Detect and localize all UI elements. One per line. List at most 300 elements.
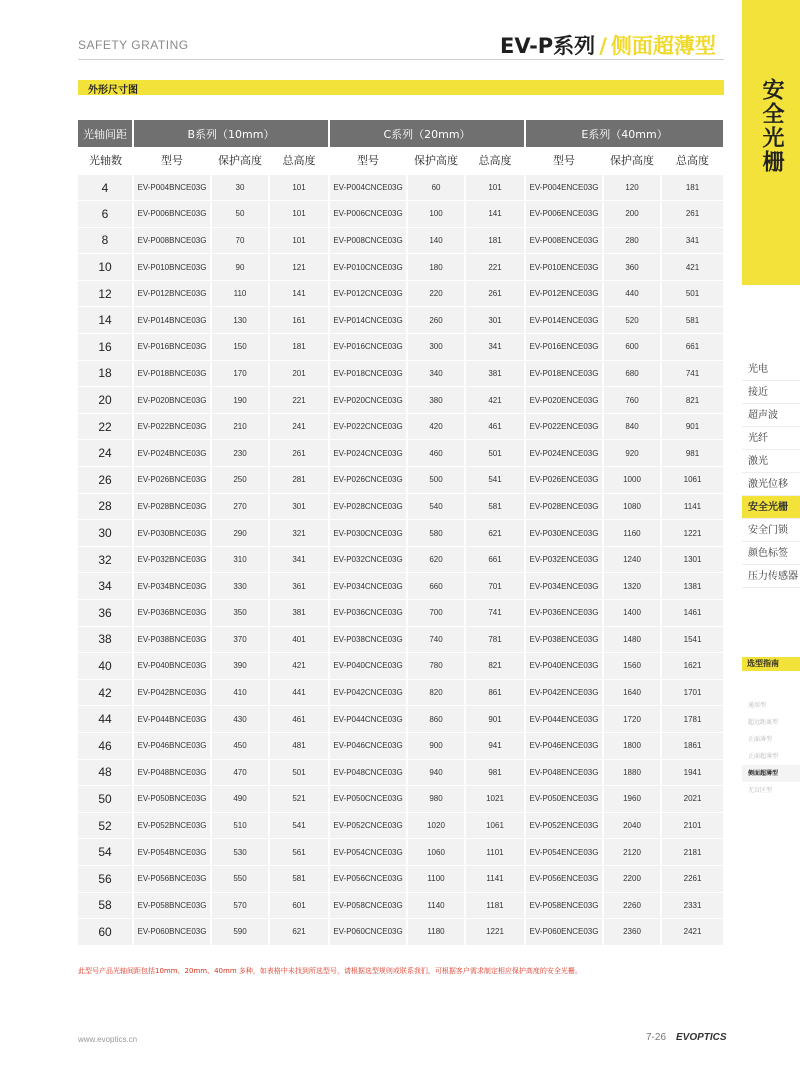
table-cell: 1221 (661, 520, 724, 547)
brand-label: SAFETY GRATING (78, 38, 189, 52)
side-menu-item[interactable]: 安全光栅 (742, 496, 800, 519)
table-cell: 261 (465, 280, 525, 307)
table-cell: 281 (269, 467, 329, 494)
table-cell: 2021 (661, 786, 724, 813)
table-cell: 221 (269, 387, 329, 414)
table-cell: 1240 (603, 546, 661, 573)
table-row (78, 839, 724, 866)
table-cell: 601 (269, 892, 329, 919)
table-row (78, 227, 724, 254)
table-cell: 120 (603, 174, 661, 201)
table-cell: 1800 (603, 732, 661, 759)
table-cell: 141 (269, 280, 329, 307)
table-cell: EV-P036ENCE03G (525, 600, 603, 627)
table-cell: 1160 (603, 520, 661, 547)
table-cell: EV-P016ENCE03G (525, 334, 603, 361)
category-tab[interactable] (742, 0, 800, 285)
table-cell: EV-P020CNCE03G (329, 387, 407, 414)
table-cell: EV-P008CNCE03G (329, 227, 407, 254)
table-row (78, 653, 724, 680)
table-column-header: 保护高度 (407, 147, 465, 174)
table-cell: 1060 (407, 839, 465, 866)
table-cell: 370 (211, 626, 269, 653)
brand-logo: EVOPTICS (676, 1032, 727, 1043)
table-cell: 350 (211, 600, 269, 627)
table-cell: EV-P014BNCE03G (133, 307, 211, 334)
table-cell: 701 (465, 573, 525, 600)
table-cell: 2261 (661, 865, 724, 892)
table-cell: EV-P024BNCE03G (133, 440, 211, 467)
table-cell: EV-P022BNCE03G (133, 413, 211, 440)
table-cell: 470 (211, 759, 269, 786)
dimension-table (78, 120, 725, 946)
page-number: 7-26 (646, 1032, 667, 1043)
category-tab-label: 安全光栅 (759, 78, 784, 174)
table-cell: 1020 (407, 812, 465, 839)
table-cell: EV-P054ENCE03G (525, 839, 603, 866)
table-cell: EV-P046ENCE03G (525, 732, 603, 759)
table-cell: EV-P046BNCE03G (133, 732, 211, 759)
table-cell: EV-P026ENCE03G (525, 467, 603, 494)
table-cell: 30 (211, 174, 269, 201)
table-cell: 600 (603, 334, 661, 361)
table-cell: 520 (603, 307, 661, 334)
table-cell: 981 (661, 440, 724, 467)
axis-count-cell: 22 (78, 413, 133, 440)
table-cell: 941 (465, 732, 525, 759)
axis-count-cell: 54 (78, 839, 133, 866)
table-cell: 700 (407, 600, 465, 627)
axis-count-cell: 24 (78, 440, 133, 467)
table-cell: EV-P024ENCE03G (525, 440, 603, 467)
table-cell: EV-P010CNCE03G (329, 254, 407, 281)
side-menu-item[interactable]: 光电 (742, 358, 800, 381)
side-menu-item[interactable]: 光纤 (742, 427, 800, 450)
table-cell: 621 (269, 919, 329, 946)
table-cell: 740 (407, 626, 465, 653)
table-cell: 620 (407, 546, 465, 573)
axis-count-cell: 4 (78, 174, 133, 201)
table-cell: EV-P048CNCE03G (329, 759, 407, 786)
table-cell: EV-P050BNCE03G (133, 786, 211, 813)
table-cell: EV-P044ENCE03G (525, 706, 603, 733)
table-cell: EV-P056CNCE03G (329, 865, 407, 892)
table-row (78, 174, 724, 201)
axis-count-cell: 46 (78, 732, 133, 759)
table-cell: 981 (465, 759, 525, 786)
table-cell: 1061 (661, 467, 724, 494)
table-cell: 220 (407, 280, 465, 307)
table-cell: EV-P048BNCE03G (133, 759, 211, 786)
table-cell: 2040 (603, 812, 661, 839)
table-cell: EV-P060CNCE03G (329, 919, 407, 946)
table-cell: 2181 (661, 839, 724, 866)
table-row (78, 307, 724, 334)
table-cell: EV-P030CNCE03G (329, 520, 407, 547)
guide-item[interactable]: 超远距离型 (748, 719, 779, 726)
axis-count-cell: 36 (78, 600, 133, 627)
table-cell: 221 (465, 254, 525, 281)
axis-count-cell: 40 (78, 653, 133, 680)
table-cell: 1141 (661, 493, 724, 520)
table-cell: 101 (269, 201, 329, 228)
table-cell: 241 (269, 413, 329, 440)
table-column-header: 保护高度 (603, 147, 661, 174)
table-cell: 200 (603, 201, 661, 228)
axis-count-cell: 18 (78, 360, 133, 387)
table-cell: EV-P058BNCE03G (133, 892, 211, 919)
table-row (78, 467, 724, 494)
table-row (78, 759, 724, 786)
side-menu-item[interactable]: 超声波 (742, 404, 800, 427)
table-cell: 300 (407, 334, 465, 361)
table-cell: 380 (407, 387, 465, 414)
table-column-header: 保护高度 (211, 147, 269, 174)
table-cell: 1621 (661, 653, 724, 680)
side-menu-item[interactable]: 激光 (742, 450, 800, 473)
table-cell: 581 (661, 307, 724, 334)
table-cell: 261 (269, 440, 329, 467)
table-cell: EV-P016CNCE03G (329, 334, 407, 361)
table-cell: EV-P004BNCE03G (133, 174, 211, 201)
table-cell: 250 (211, 467, 269, 494)
header-divider (78, 59, 724, 60)
table-cell: 500 (407, 467, 465, 494)
table-cell: EV-P012CNCE03G (329, 280, 407, 307)
table-cell: EV-P032ENCE03G (525, 546, 603, 573)
table-cell: 900 (407, 732, 465, 759)
table-cell: 661 (661, 334, 724, 361)
table-cell: EV-P056ENCE03G (525, 865, 603, 892)
side-menu-item[interactable]: 安全门锁 (742, 519, 800, 542)
footer-url[interactable]: www.evoptics.cn (78, 1035, 138, 1044)
axis-count-cell: 12 (78, 280, 133, 307)
footnote: 此型号产品光轴间距包括10mm、20mm、40mm 多种，如表格中未找到所选型号，请根据选型规则或联系我们，可根据客户需求制定相应保护高度的安全光栅。 (78, 967, 582, 975)
table-cell: 1000 (603, 467, 661, 494)
table-cell: EV-P006ENCE03G (525, 201, 603, 228)
table-cell: EV-P020BNCE03G (133, 387, 211, 414)
table-cell: EV-P058CNCE03G (329, 892, 407, 919)
table-cell: EV-P018CNCE03G (329, 360, 407, 387)
table-row (78, 254, 724, 281)
table-cell: 261 (661, 201, 724, 228)
axis-count-cell: 8 (78, 227, 133, 254)
table-cell: 901 (661, 413, 724, 440)
table-cell: 1221 (465, 919, 525, 946)
table-cell: EV-P028CNCE03G (329, 493, 407, 520)
table-row (78, 626, 724, 653)
table-cell: EV-P058ENCE03G (525, 892, 603, 919)
table-column-header: 型号 (329, 147, 407, 174)
guide-item[interactable]: 侧面超薄型 (742, 765, 800, 782)
table-cell: 1701 (661, 679, 724, 706)
table-cell: 1180 (407, 919, 465, 946)
table-cell: 1720 (603, 706, 661, 733)
table-row (78, 413, 724, 440)
table-cell: EV-P004ENCE03G (525, 174, 603, 201)
table-cell: 101 (465, 174, 525, 201)
table-cell: 421 (465, 387, 525, 414)
table-row (78, 360, 724, 387)
side-menu (742, 358, 800, 588)
table-cell: EV-P028BNCE03G (133, 493, 211, 520)
table-cell: 450 (211, 732, 269, 759)
table-cell: EV-P008BNCE03G (133, 227, 211, 254)
table-cell: EV-P042BNCE03G (133, 679, 211, 706)
table-row (78, 387, 724, 414)
table-cell: 180 (407, 254, 465, 281)
table-cell: EV-P030ENCE03G (525, 520, 603, 547)
table-group-header: C系列（20mm） (329, 120, 525, 147)
table-cell: 861 (465, 679, 525, 706)
table-cell: 461 (465, 413, 525, 440)
table-cell: EV-P038CNCE03G (329, 626, 407, 653)
section-bar (78, 80, 724, 95)
table-row (78, 493, 724, 520)
table-cell: 510 (211, 812, 269, 839)
table-cell: 1100 (407, 865, 465, 892)
table-group-header: E系列（40mm） (525, 120, 724, 147)
table-cell: EV-P026CNCE03G (329, 467, 407, 494)
table-cell: 741 (661, 360, 724, 387)
table-row (78, 600, 724, 627)
table-cell: 440 (603, 280, 661, 307)
table-cell: 101 (269, 174, 329, 201)
table-cell: 840 (603, 413, 661, 440)
table-cell: EV-P042ENCE03G (525, 679, 603, 706)
table-cell: 1461 (661, 600, 724, 627)
table-column-header: 型号 (133, 147, 211, 174)
table-cell: 2360 (603, 919, 661, 946)
table-column-header: 总高度 (465, 147, 525, 174)
table-cell: 660 (407, 573, 465, 600)
axis-count-cell: 58 (78, 892, 133, 919)
table-cell: 581 (465, 493, 525, 520)
table-cell: 1640 (603, 679, 661, 706)
table-cell: EV-P038ENCE03G (525, 626, 603, 653)
table-cell: EV-P048ENCE03G (525, 759, 603, 786)
table-cell: 1941 (661, 759, 724, 786)
table-body (78, 174, 724, 945)
table-cell: EV-P022CNCE03G (329, 413, 407, 440)
table-row (78, 679, 724, 706)
table-cell: 301 (269, 493, 329, 520)
table-cell: 421 (269, 653, 329, 680)
table-cell: 230 (211, 440, 269, 467)
table-cell: 2200 (603, 865, 661, 892)
axis-count-cell: 10 (78, 254, 133, 281)
table-cell: 661 (465, 546, 525, 573)
table-cell: EV-P052ENCE03G (525, 812, 603, 839)
table-cell: 541 (465, 467, 525, 494)
table-cell: 1560 (603, 653, 661, 680)
table-cell: 161 (269, 307, 329, 334)
table-cell: 210 (211, 413, 269, 440)
axis-count-cell: 32 (78, 546, 133, 573)
table-cell: EV-P008ENCE03G (525, 227, 603, 254)
table-cell: 901 (465, 706, 525, 733)
table-cell: EV-P050CNCE03G (329, 786, 407, 813)
axis-count-cell: 14 (78, 307, 133, 334)
table-row (78, 865, 724, 892)
table-cell: 461 (269, 706, 329, 733)
table-cell: 201 (269, 360, 329, 387)
table-cell: 100 (407, 201, 465, 228)
table-cell: 2421 (661, 919, 724, 946)
table-cell: EV-P054CNCE03G (329, 839, 407, 866)
table-cell: 1861 (661, 732, 724, 759)
table-group-header: 光轴间距 (78, 120, 133, 147)
table-cell: 181 (661, 174, 724, 201)
table-cell: EV-P042CNCE03G (329, 679, 407, 706)
table-cell: EV-P030BNCE03G (133, 520, 211, 547)
table-cell: EV-P026BNCE03G (133, 467, 211, 494)
side-menu-item[interactable]: 压力传感器 (742, 565, 800, 588)
table-cell: 920 (603, 440, 661, 467)
table-cell: 1080 (603, 493, 661, 520)
table-cell: 741 (465, 600, 525, 627)
table-cell: EV-P044BNCE03G (133, 706, 211, 733)
table-cell: 170 (211, 360, 269, 387)
guide-item[interactable]: 无盲区型 (748, 787, 773, 794)
table-cell: 401 (269, 626, 329, 653)
table-row (78, 919, 724, 946)
table-cell: 1880 (603, 759, 661, 786)
axis-count-cell: 34 (78, 573, 133, 600)
table-row (78, 573, 724, 600)
table-cell: EV-P038BNCE03G (133, 626, 211, 653)
table-cell: 270 (211, 493, 269, 520)
table-cell: 361 (269, 573, 329, 600)
table-column-header: 总高度 (269, 147, 329, 174)
table-cell: EV-P052BNCE03G (133, 812, 211, 839)
table-cell: 2120 (603, 839, 661, 866)
table-cell: 101 (269, 227, 329, 254)
table-cell: 460 (407, 440, 465, 467)
table-cell: 1480 (603, 626, 661, 653)
table-cell: 381 (465, 360, 525, 387)
table-cell: 181 (269, 334, 329, 361)
table-cell: 1101 (465, 839, 525, 866)
side-menu-item[interactable]: 接近 (742, 381, 800, 404)
table-row (78, 892, 724, 919)
guide-item[interactable]: 正面超薄型 (748, 753, 779, 760)
table-cell: 421 (661, 254, 724, 281)
table-row (78, 440, 724, 467)
guide-list (742, 697, 800, 799)
table-cell: 781 (465, 626, 525, 653)
table-cell: EV-P060BNCE03G (133, 919, 211, 946)
table-cell: 1381 (661, 573, 724, 600)
table-cell: 280 (603, 227, 661, 254)
table-cell: EV-P034ENCE03G (525, 573, 603, 600)
axis-count-cell: 28 (78, 493, 133, 520)
table-cell: 410 (211, 679, 269, 706)
table-cell: EV-P010ENCE03G (525, 254, 603, 281)
table-cell: EV-P022ENCE03G (525, 413, 603, 440)
table-cell: 780 (407, 653, 465, 680)
axis-count-cell: 38 (78, 626, 133, 653)
guide-item[interactable]: 正面薄型 (748, 736, 773, 743)
axis-count-cell: 6 (78, 201, 133, 228)
table-cell: 680 (603, 360, 661, 387)
table-cell: 940 (407, 759, 465, 786)
side-menu-item[interactable]: 颜色标签 (742, 542, 800, 565)
table-cell: 581 (269, 865, 329, 892)
table-header-row-1 (78, 120, 724, 147)
axis-count-cell: 44 (78, 706, 133, 733)
table-cell: EV-P020ENCE03G (525, 387, 603, 414)
side-menu-item[interactable]: 激光位移 (742, 473, 800, 496)
title-slash: / (599, 34, 607, 58)
table-cell: 430 (211, 706, 269, 733)
axis-count-cell: 30 (78, 520, 133, 547)
table-cell: 501 (661, 280, 724, 307)
table-cell: 1021 (465, 786, 525, 813)
table-cell: 60 (407, 174, 465, 201)
table-cell: 140 (407, 227, 465, 254)
table-cell: EV-P006CNCE03G (329, 201, 407, 228)
table-cell: 420 (407, 413, 465, 440)
table-cell: 980 (407, 786, 465, 813)
table-cell: 310 (211, 546, 269, 573)
table-cell: EV-P036BNCE03G (133, 600, 211, 627)
table-cell: EV-P040ENCE03G (525, 653, 603, 680)
axis-count-cell: 50 (78, 786, 133, 813)
axis-count-cell: 60 (78, 919, 133, 946)
table-cell: 181 (465, 227, 525, 254)
table-cell: EV-P052CNCE03G (329, 812, 407, 839)
table-cell: 490 (211, 786, 269, 813)
table-cell: EV-P006BNCE03G (133, 201, 211, 228)
table-cell: 110 (211, 280, 269, 307)
table-cell: 530 (211, 839, 269, 866)
table-cell: EV-P028ENCE03G (525, 493, 603, 520)
table-cell: 590 (211, 919, 269, 946)
table-cell: 121 (269, 254, 329, 281)
table-column-header: 型号 (525, 147, 603, 174)
table-cell: EV-P018BNCE03G (133, 360, 211, 387)
table-cell: EV-P012ENCE03G (525, 280, 603, 307)
axis-count-cell: 20 (78, 387, 133, 414)
table-row (78, 334, 724, 361)
table-row (78, 520, 724, 547)
table-cell: 2331 (661, 892, 724, 919)
table-cell: 821 (465, 653, 525, 680)
guide-item[interactable]: 通用型 (748, 702, 767, 709)
table-cell: 1320 (603, 573, 661, 600)
table-cell: EV-P036CNCE03G (329, 600, 407, 627)
table-cell: EV-P018ENCE03G (525, 360, 603, 387)
table-cell: 441 (269, 679, 329, 706)
table-cell: EV-P056BNCE03G (133, 865, 211, 892)
table-cell: 760 (603, 387, 661, 414)
title-main: EV-P系列 (500, 34, 596, 58)
table-cell: 820 (407, 679, 465, 706)
table-cell: EV-P014CNCE03G (329, 307, 407, 334)
table-cell: EV-P024CNCE03G (329, 440, 407, 467)
table-cell: 570 (211, 892, 269, 919)
axis-count-cell: 26 (78, 467, 133, 494)
table-cell: 1400 (603, 600, 661, 627)
table-cell: 260 (407, 307, 465, 334)
axis-count-cell: 42 (78, 679, 133, 706)
table-cell: 481 (269, 732, 329, 759)
table-cell: 150 (211, 334, 269, 361)
axis-count-cell: 52 (78, 812, 133, 839)
table-cell: 141 (465, 201, 525, 228)
table-cell: 2260 (603, 892, 661, 919)
